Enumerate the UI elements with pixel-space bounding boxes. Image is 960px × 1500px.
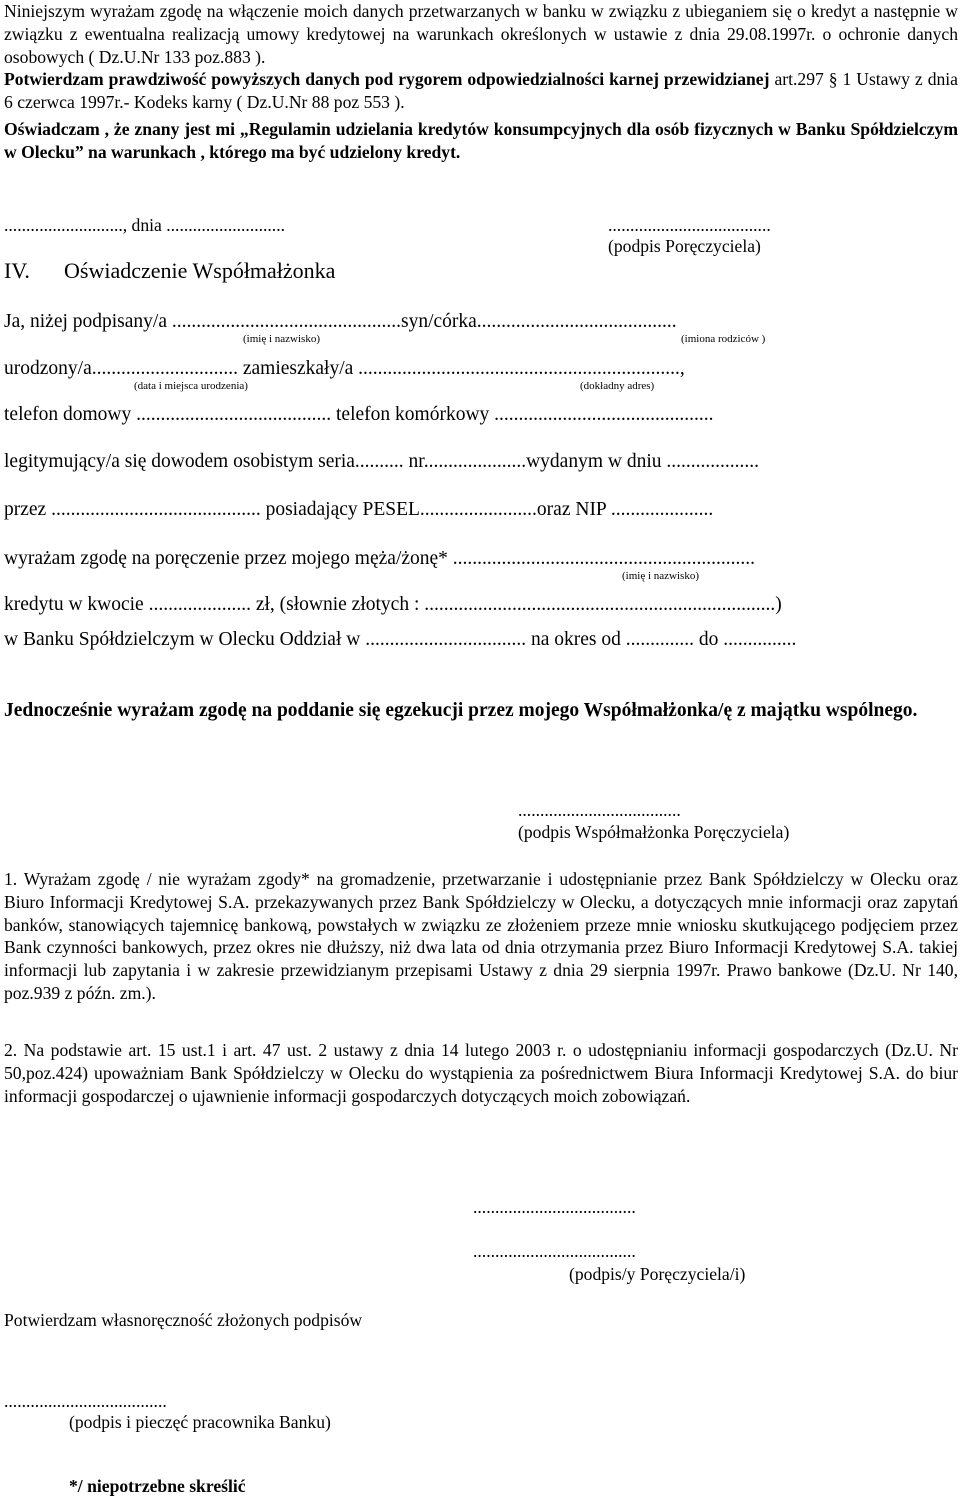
bank-employee-signature-line: ..................................... (4, 1391, 167, 1411)
regulation-statement: Oświadczam , że znany jest mi „Regulamin udzielania kredytów konsumpcyjnych dla osób fizycznych w Banku Spółdzielczym w Olecku” na warunkach , którego ma być udzielony kredyt. (4, 119, 958, 162)
truthfulness-bold: Potwierdzam prawdziwość powyższych danych pod rygorem odpowiedzialności karnej przewidzianej (4, 69, 770, 89)
form-line-name: Ja, niżej podpisany/a ...............................................syn/córka......................................... (4, 311, 677, 332)
guarantors-signature-label: (podpis/y Poręczyciela/i) (569, 1264, 746, 1284)
truthfulness-rest: art.297 § 1 Ustawy z dnia 6 czerwca 1997r.- Kodeks karny ( Dz.U.Nr 88 poz 553 ). (4, 69, 958, 112)
form-line-branch-period: w Banku Spółdzielczym w Olecku Oddział w ................................. na okres od .............. do ............... (4, 629, 797, 650)
footnote: */ niepotrzebne skreślić (69, 1476, 246, 1496)
form-line-amount: kredytu w kwocie ..................... zł, (słownie złotych : ........................................................................) (4, 594, 782, 615)
spouse-signature-line: ..................................... (518, 800, 681, 820)
spouse-signature-label: (podpis Współmałżonka Poręczyciela) (518, 822, 790, 842)
hint-parents: (imiona rodziców ) (681, 333, 766, 345)
hint-birth: (data i miejsca urodzenia) (134, 380, 248, 392)
place-date-line: ..........................., dnia ........................... (4, 215, 286, 235)
data-consent-paragraph: Niniejszym wyrażam zgodę na włączenie moich danych przetwarzanych w banku w związku z ubieganiem się o kredyt a następnie w związku z ewentualna realizacją umowy kredytowej na warunkach określonych w ustawie z dnia 29.08.1997r. o ochronie danych osobowych ( Dz.U.Nr 133 poz.883 ). (4, 1, 958, 67)
guarantor-signature-line: ..................................... (608, 215, 771, 235)
form-line-id-document: legitymujący/a się dowodem osobistym seria.......... nr.....................wydanym w dniu ................... (4, 451, 760, 472)
bank-employee-signature-label: (podpis i pieczęć pracownika Banku) (69, 1412, 331, 1432)
hint-spouse-name: (imię i nazwisko) (622, 570, 699, 582)
hint-name: (imię i nazwisko) (243, 333, 320, 345)
truthfulness-paragraph (4, 68, 958, 114)
clause-1: 1. Wyrażam zgodę / nie wyrażam zgody* na gromadzenie, przetwarzanie i udostępnianie przez Bank Spółdzielczy w Olecku oraz Biuro Informacji Kredytowej S.A. przekazywanych przez Bank Spółdzielczy w Olecku, a dotyczących mnie informacji oraz zapytań banków, stanowiących tajemnicę bankową, powstałych w związku ze złożeniem przeze mnie wniosku skutkującego podjęciem przez Bank czynności bankowych, przez okres nie dłuższy, niż dwa lata od dnia otrzymania przez Biuro Informacji Kredytowej S.A. takiej informacji lub zapytania i w zakresie przewidzianym przepisami Ustawy z dnia 29 sierpnia 1997r. Prawo bankowe (Dz.U. Nr 140, poz.939 z późn. zm.). (4, 869, 958, 1003)
hint-address: (dokładny adres) (580, 380, 655, 392)
form-line-pesel-nip: przez ........................................... posiadający PESEL........................oraz NIP ..................... (4, 499, 714, 520)
guarantors-signature-line-1: ..................................... (473, 1197, 636, 1217)
form-line-spouse-consent: wyrażam zgodę na poręczenie przez mojego męża/żonę* .............................................................. (4, 548, 756, 569)
clause-2: 2. Na podstawie art. 15 ust.1 i art. 47 ust. 2 ustawy z dnia 14 lutego 2003 r. o udostępnianiu informacji gospodarczych (Dz.U. Nr 50,poz.424) upoważniam Bank Spółdzielczy w Olecku do wystąpienia za pośrednictwem Biura Informacji Kredytowej S.A. do biur informacji gospodarczej o ujawnienie informacji gospodarczych dotyczących moich zobowiązań. (4, 1040, 958, 1106)
form-line-birth-address: urodzony/a.............................. zamieszkały/a .................................................................., (4, 358, 685, 379)
signature-confirmation: Potwierdzam własnoręczność złożonych podpisów (4, 1310, 363, 1330)
guarantors-signature-line-2: ..................................... (473, 1241, 636, 1261)
section-number: IV. (4, 258, 30, 283)
section-title: Oświadczenie Współmałżonka (64, 258, 336, 283)
execution-consent: Jednocześnie wyrażam zgodę na poddanie się egzekucji przez mojego Współmałżonka/ę z majątku wspólnego. (4, 700, 918, 721)
form-line-phones: telefon domowy ........................................ telefon komórkowy ............................................. (4, 404, 714, 425)
guarantor-signature-label: (podpis Poręczyciela) (608, 236, 761, 256)
